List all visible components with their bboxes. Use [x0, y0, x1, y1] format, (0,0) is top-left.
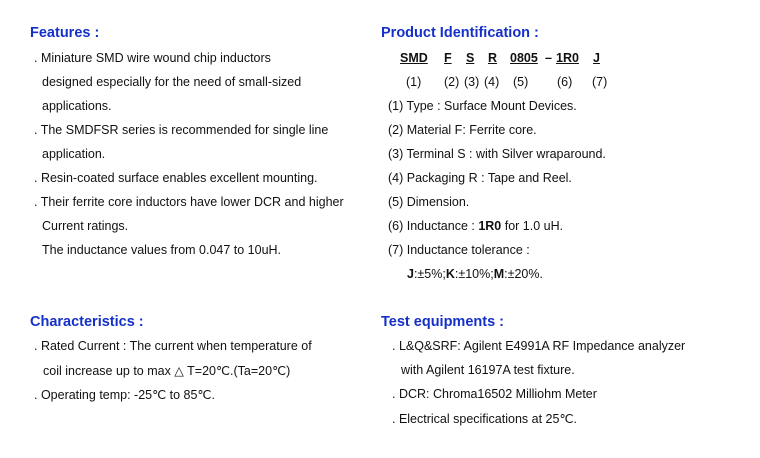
tolerance-values: [407, 267, 543, 281]
code-index-label: (7): [592, 75, 608, 89]
features-line: applications.: [42, 99, 112, 113]
features-heading: Features :: [30, 25, 100, 41]
features-line: . Resin-coated surface enables excellent mounting.: [34, 171, 318, 185]
code-index-label: (5): [513, 75, 529, 89]
features-line: application.: [42, 147, 106, 161]
identification-item: (2) Material F: Ferrite core.: [388, 123, 537, 137]
test-equipments-line: with Agilent 16197A test fixture.: [401, 363, 575, 377]
code-part-material: F: [444, 51, 452, 65]
test-equipments-heading: Test equipments :: [381, 314, 504, 330]
features-line: . Their ferrite core inductors have lower DCR and higher: [34, 195, 344, 209]
identification-item-tolerance: (7) Inductance tolerance :: [388, 243, 530, 257]
inductance-prefix: (6) Inductance :: [388, 219, 479, 233]
tolerance-code-j: J: [407, 267, 414, 281]
characteristics-line: coil increase up to max △ T=20℃.(Ta=20℃): [43, 364, 291, 378]
code-part-type: SMD: [400, 51, 428, 65]
code-part-dimension: 0805: [510, 51, 538, 65]
tolerance-value: :±5%;: [413, 267, 446, 281]
identification-item: (5) Dimension.: [388, 195, 470, 209]
code-part-packaging: R: [488, 51, 498, 65]
code-index-label: (2): [444, 75, 460, 89]
test-equipments-line: . L&Q&SRF: Agilent E4991A RF Impedance analyzer: [392, 339, 686, 353]
test-equipments-line: . DCR: Chroma16502 Milliohm Meter: [392, 387, 597, 401]
tolerance-code-k: K: [445, 267, 455, 281]
code-index-label: (6): [557, 75, 573, 89]
tolerance-code-m: M: [493, 267, 505, 281]
features-line: The inductance values from 0.047 to 10uH.: [42, 243, 282, 257]
identification-item: (1) Type : Surface Mount Devices.: [388, 99, 577, 113]
characteristics-line: . Rated Current : The current when temperature of: [34, 339, 312, 353]
inductance-suffix: for 1.0 uH.: [501, 219, 564, 233]
code-part-tolerance: J: [593, 51, 600, 65]
code-index-label: (3): [464, 75, 480, 89]
identification-item: (4) Packaging R : Tape and Reel.: [388, 171, 572, 185]
test-equipments-line: . Electrical specifications at 25℃.: [392, 412, 577, 426]
code-part-inductance: 1R0: [556, 51, 579, 65]
features-line: . Miniature SMD wire wound chip inductors: [34, 51, 271, 65]
tolerance-value: :±10%;: [454, 267, 494, 281]
tolerance-value: :±20%.: [504, 267, 543, 281]
inductance-code: 1R0: [478, 219, 502, 233]
features-line: designed especially for the need of small-sized: [42, 75, 302, 89]
code-index-label: (1): [406, 75, 422, 89]
code-index-label: (4): [484, 75, 500, 89]
features-line: Current ratings.: [42, 219, 129, 233]
characteristics-line: . Operating temp: -25℃ to 85℃.: [34, 388, 215, 402]
code-part-terminal: S: [466, 51, 475, 65]
identification-item: (3) Terminal S : with Silver wraparound.: [388, 147, 606, 161]
characteristics-heading: Characteristics :: [30, 314, 144, 330]
product-identification-heading: Product Identification :: [381, 25, 539, 41]
identification-item-inductance: [388, 219, 563, 233]
code-part-dash: –: [545, 51, 552, 65]
features-line: . The SMDFSR series is recommended for single line: [34, 123, 329, 137]
